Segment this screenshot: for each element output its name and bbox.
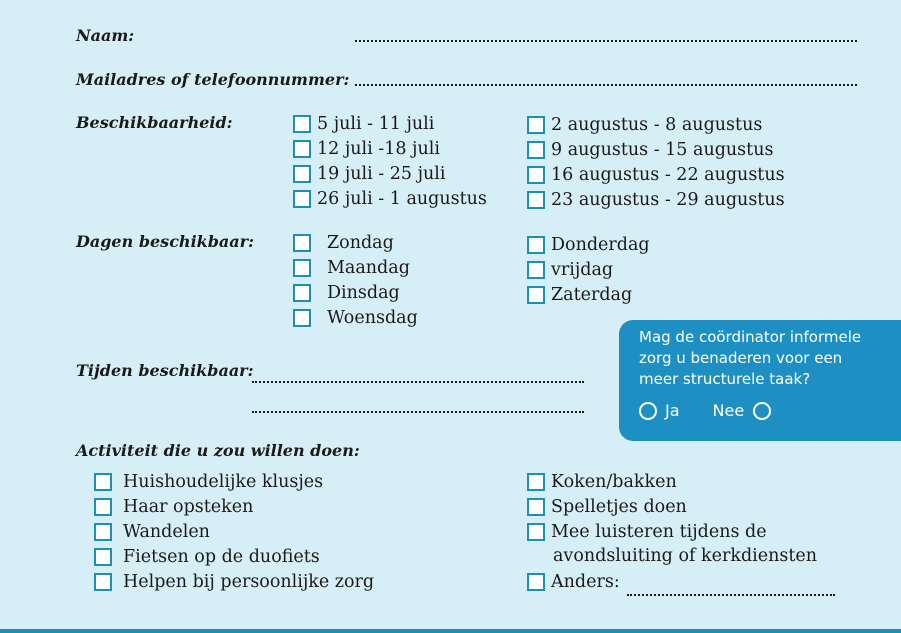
checkbox[interactable]	[527, 116, 545, 134]
period-label: 16 augustus - 22 augustus	[551, 165, 785, 185]
radio-ja-label: Ja	[665, 401, 680, 420]
question-line: Mag de coördinator informele	[639, 328, 862, 346]
period-option[interactable]	[527, 190, 785, 210]
period-option[interactable]	[527, 140, 773, 160]
label-tijden: Tijden beschikbaar:	[76, 361, 254, 380]
period-label: 2 augustus - 8 augustus	[551, 115, 763, 135]
label-contact: Mailadres of telefoonnummer:	[76, 70, 350, 89]
activity-label: Koken/bakken	[551, 472, 677, 492]
activity-option[interactable]	[94, 572, 374, 592]
question-line: zorg u benaderen voor een	[639, 349, 843, 367]
checkbox[interactable]	[293, 165, 311, 183]
period-option[interactable]	[527, 165, 785, 185]
tijden-input-line-2[interactable]	[252, 411, 584, 413]
activity-label: Anders:	[551, 572, 620, 592]
period-option[interactable]	[293, 114, 434, 134]
day-option[interactable]	[293, 233, 394, 253]
activity-option[interactable]	[94, 522, 210, 542]
period-option[interactable]	[293, 164, 445, 184]
activity-label: Helpen bij persoonlijke zorg	[123, 572, 375, 592]
label-activiteit: Activiteit die u zou willen doen:	[76, 441, 360, 460]
period-label: 19 juli - 25 juli	[317, 164, 446, 184]
day-label: Dinsdag	[327, 283, 400, 303]
checkbox[interactable]	[527, 523, 545, 541]
day-label: Woensdag	[327, 308, 418, 328]
day-option[interactable]	[293, 308, 418, 328]
activity-label: Mee luisteren tijdens de	[551, 522, 767, 542]
activity-option[interactable]	[94, 547, 320, 567]
contact-input-line[interactable]	[355, 84, 857, 86]
day-option[interactable]	[527, 235, 650, 255]
day-option[interactable]	[527, 285, 632, 305]
activity-label: Fietsen op de duofiets	[123, 547, 320, 567]
activity-label: Huishoudelijke klusjes	[123, 472, 324, 492]
naam-input-line[interactable]	[355, 40, 857, 42]
checkbox[interactable]	[293, 284, 311, 302]
bottom-border	[0, 629, 901, 633]
checkbox[interactable]	[527, 261, 545, 279]
checkbox[interactable]	[94, 548, 112, 566]
checkbox[interactable]	[527, 286, 545, 304]
checkbox[interactable]	[293, 234, 311, 252]
checkbox[interactable]	[527, 498, 545, 516]
checkbox[interactable]	[94, 573, 112, 591]
checkbox[interactable]	[94, 523, 112, 541]
activity-option[interactable]	[527, 572, 620, 592]
checkbox[interactable]	[527, 473, 545, 491]
period-label: 12 juli -18 juli	[317, 139, 440, 159]
day-label: Zaterdag	[551, 285, 633, 305]
anders-input-line[interactable]	[627, 594, 835, 596]
checkbox[interactable]	[94, 473, 112, 491]
period-label: 9 augustus - 15 augustus	[551, 140, 774, 160]
checkbox[interactable]	[293, 140, 311, 158]
checkbox[interactable]	[293, 259, 311, 277]
coordinator-question-box	[619, 320, 901, 441]
period-option[interactable]	[527, 115, 762, 135]
activity-label-continued: avondsluiting of kerkdiensten	[553, 546, 818, 566]
period-label: 26 juli - 1 augustus	[317, 189, 487, 209]
checkbox[interactable]	[527, 166, 545, 184]
checkbox[interactable]	[527, 573, 545, 591]
checkbox[interactable]	[293, 309, 311, 327]
activity-option[interactable]	[94, 472, 323, 492]
day-label: Donderdag	[551, 235, 650, 255]
tijden-input-line-1[interactable]	[252, 381, 584, 383]
activity-option[interactable]	[527, 472, 677, 492]
period-label: 23 augustus - 29 augustus	[551, 190, 785, 210]
checkbox[interactable]	[527, 236, 545, 254]
checkbox[interactable]	[94, 498, 112, 516]
activity-label: Spelletjes doen	[551, 497, 687, 517]
radio-nee-label: Nee	[712, 401, 745, 420]
label-naam: Naam:	[76, 26, 135, 45]
label-beschikbaarheid: Beschikbaarheid:	[76, 113, 233, 132]
activity-option[interactable]	[527, 522, 767, 542]
checkbox[interactable]	[293, 190, 311, 208]
day-label: Maandag	[327, 258, 410, 278]
activity-label: Wandelen	[123, 522, 210, 542]
period-option[interactable]	[293, 189, 487, 209]
period-label: 5 juli - 11 juli	[317, 114, 435, 134]
checkbox[interactable]	[293, 115, 311, 133]
question-line: meer structurele taak?	[639, 370, 811, 388]
period-option[interactable]	[293, 139, 440, 159]
activity-option[interactable]	[94, 497, 253, 517]
day-label: Zondag	[327, 233, 394, 253]
day-label: vrijdag	[551, 260, 614, 280]
activity-option[interactable]	[527, 497, 687, 517]
radio-nee[interactable]	[753, 402, 771, 420]
activity-label: Haar opsteken	[123, 497, 254, 517]
day-option[interactable]	[293, 283, 400, 303]
radio-ja[interactable]	[639, 402, 657, 420]
label-dagen: Dagen beschikbaar:	[76, 232, 254, 251]
checkbox[interactable]	[527, 191, 545, 209]
day-option[interactable]	[527, 260, 613, 280]
day-option[interactable]	[293, 258, 410, 278]
checkbox[interactable]	[527, 141, 545, 159]
answer-options	[639, 400, 771, 421]
